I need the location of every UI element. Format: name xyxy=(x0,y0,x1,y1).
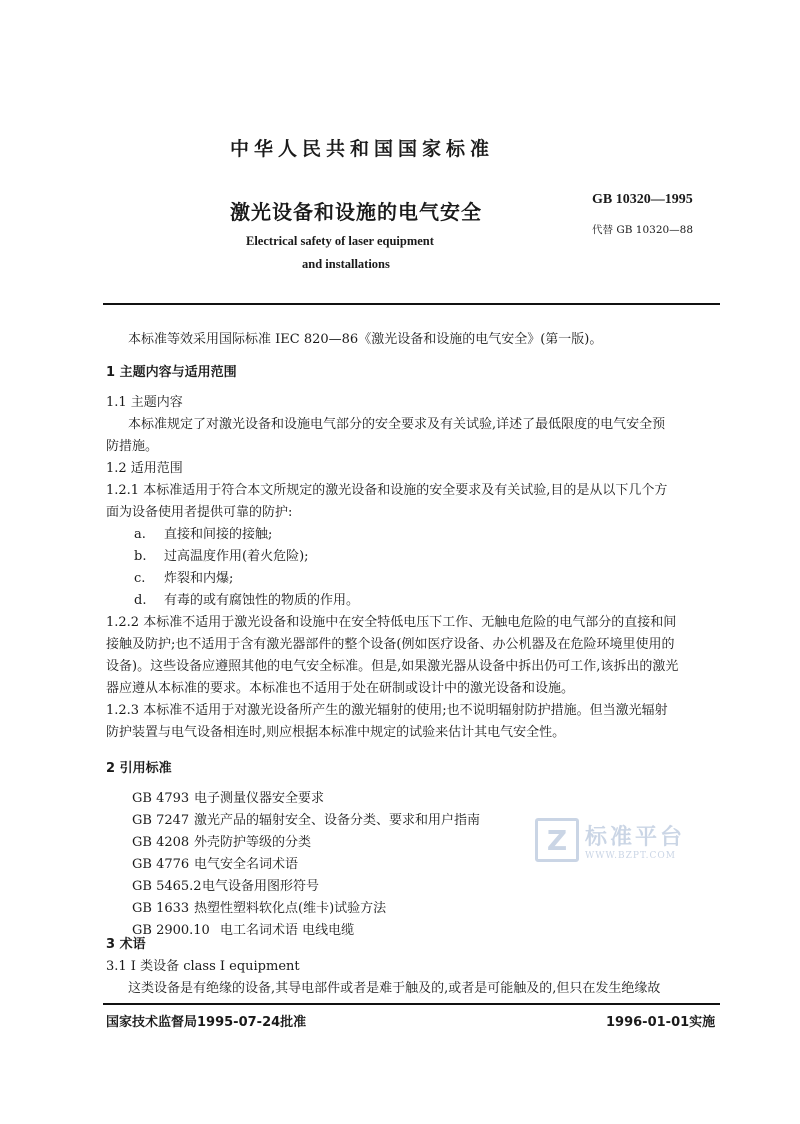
list-item xyxy=(134,591,359,611)
national-standard-heading: 中华人民共和国国家标准 xyxy=(230,138,495,160)
approval-note: 国家技术监督局1995-07-24批准 xyxy=(106,1015,307,1030)
section-1-2-3-line: 1.2.3 本标准不适用于对激光设备所产生的激光辐射的使用;也不说明辐射防护措施。但当激光辐射 xyxy=(106,703,668,718)
intro-paragraph: 本标准等效采用国际标准 IEC 820—86《激光设备和设施的电气安全》(第一版)。 xyxy=(128,332,603,347)
list-item-label: b. xyxy=(134,549,147,564)
section-3-1-heading: 3.1 I 类设备 class I equipment xyxy=(106,959,300,974)
document-title-en-line2: and installations xyxy=(302,257,390,271)
list-item xyxy=(134,525,272,545)
reference-title: 外壳防护等级的分类 xyxy=(194,835,312,850)
section-1-1-text-line: 本标准规定了对激光设备和设施电气部分的安全要求及有关试验,详述了最低限度的电气安全预 xyxy=(128,417,666,432)
list-item-text: 过高温度作用(着火危险); xyxy=(164,549,309,564)
list-item-text: 炸裂和内爆; xyxy=(164,571,234,586)
section-1-2-2-line: 1.2.2 本标准不适用于激光设备和设施中在安全特低电压下工作、无触电危险的电气部分的直接和间 xyxy=(106,615,677,630)
document-title-en-line1: Electrical safety of laser equipment xyxy=(246,234,434,248)
section-1-2-heading: 1.2 适用范围 xyxy=(106,461,183,476)
list-item-text: 有毒的或有腐蚀性的物质的作用。 xyxy=(164,593,360,608)
reference-code: GB 2900.10 xyxy=(132,923,210,938)
reference-item xyxy=(132,921,354,941)
section-1-2-1-line: 1.2.1 本标准适用于符合本文所规定的激光设备和设施的安全要求及有关试验,目的是从以下几个方 xyxy=(106,483,668,498)
reference-code: GB 5465.2 xyxy=(132,879,202,894)
watermark-title: 标准平台 xyxy=(585,824,686,850)
reference-code: GB 4776 xyxy=(132,857,190,872)
list-item-label: c. xyxy=(134,571,146,586)
reference-title: 热塑性塑料软化点(维卡)试验方法 xyxy=(194,901,387,916)
reference-code: GB 4793 xyxy=(132,791,190,806)
reference-code: GB 4208 xyxy=(132,835,190,850)
reference-title: 电气设备用图形符号 xyxy=(202,879,320,894)
document-title-cn: 激光设备和设施的电气安全 xyxy=(230,200,482,224)
section-1-1-text-line: 防措施。 xyxy=(106,439,159,454)
section-1-2-3-line: 防护装置与电气设备相连时,则应根据本标准中规定的试验来估计其电气安全性。 xyxy=(106,725,566,740)
list-item-label: a. xyxy=(134,527,146,542)
reference-item xyxy=(132,855,298,875)
section-1-2-2-line: 器应遵从本标准的要求。本标准也不适用于处在研制或设计中的激光设备和设施。 xyxy=(106,681,575,696)
watermark-logo-icon: Z xyxy=(535,818,579,862)
section-1-heading: 1 主题内容与适用范围 xyxy=(106,365,237,380)
header-divider xyxy=(103,303,720,305)
implementation-date: 1996-01-01实施 xyxy=(606,1015,716,1030)
gb-number: GB 10320—1995 xyxy=(592,192,693,207)
reference-item xyxy=(132,899,386,919)
replaces-note: 代替 GB 10320—88 xyxy=(592,224,694,236)
watermark-url: WWW.BZPT.COM xyxy=(585,850,676,861)
watermark xyxy=(535,818,685,862)
list-item-label: d. xyxy=(134,593,147,608)
section-3-heading: 3 术语 xyxy=(106,937,146,952)
footer-divider xyxy=(103,1003,720,1005)
reference-title: 电工名词术语 电线电缆 xyxy=(220,923,355,938)
list-item xyxy=(134,547,309,567)
reference-title: 激光产品的辐射安全、设备分类、要求和用户指南 xyxy=(194,813,481,828)
reference-item xyxy=(132,833,311,853)
reference-item xyxy=(132,877,319,897)
section-1-1-heading: 1.1 主题内容 xyxy=(106,395,183,410)
reference-title: 电气安全名词术语 xyxy=(194,857,299,872)
list-item xyxy=(134,569,233,589)
reference-item xyxy=(132,789,324,809)
reference-code: GB 7247 xyxy=(132,813,190,828)
section-1-2-2-line: 接触及防护;也不适用于含有激光器部件的整个设备(例如医疗设备、办公机器及在危险环境里使用的 xyxy=(106,637,675,652)
section-1-2-2-line: 设备)。这些设备应遵照其他的电气安全标准。但是,如果激光器从设备中拆出仍可工作,该拆出的激光 xyxy=(106,659,679,674)
reference-code: GB 1633 xyxy=(132,901,190,916)
section-2-heading: 2 引用标准 xyxy=(106,761,172,776)
reference-title: 电子测量仪器安全要求 xyxy=(194,791,325,806)
section-1-2-1-line: 面为设备使用者提供可靠的防护: xyxy=(106,505,293,520)
section-3-1-text: 这类设备是有绝缘的设备,其导电部件或者是难于触及的,或者是可能触及的,但只在发生绝缘故 xyxy=(128,981,661,996)
list-item-text: 直接和间接的接触; xyxy=(164,527,273,542)
reference-item xyxy=(132,811,480,831)
